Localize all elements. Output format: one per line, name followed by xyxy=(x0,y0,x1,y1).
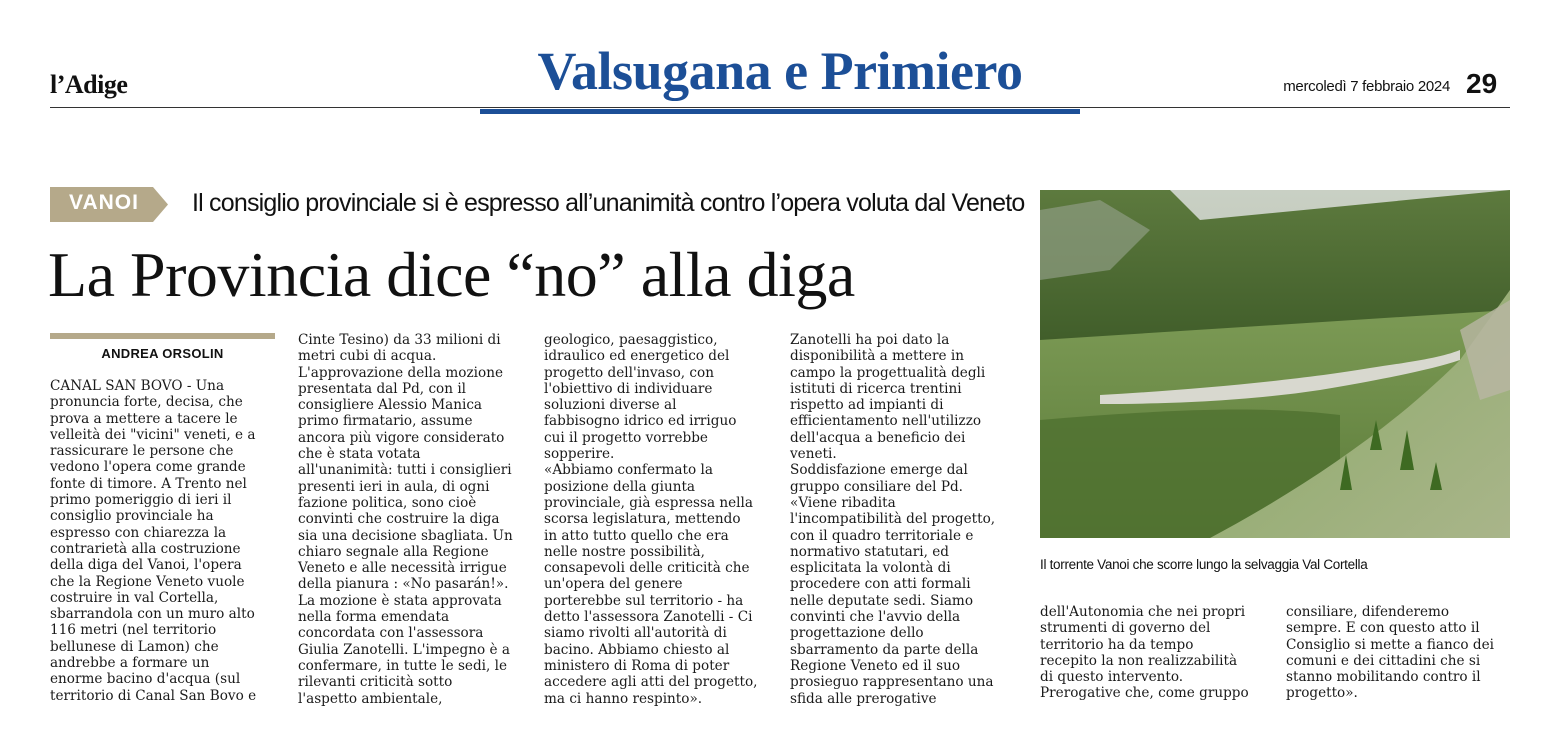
text-line: vedono l'opera come grande xyxy=(50,459,246,476)
text-line: procedere con atti formali xyxy=(790,576,971,593)
text-line: La mozione è stata approvata xyxy=(298,592,502,609)
text-line: presentata dal Pd, con il xyxy=(298,380,467,397)
header-divider xyxy=(50,107,1510,108)
text-line: «Viene ribadita xyxy=(790,494,896,511)
text-line: normativo statutari, ed xyxy=(790,543,949,560)
text-line: campo la progettualità degli xyxy=(790,364,986,381)
photo-caption: Il torrente Vanoi che scorre lungo la selvaggia Val Cortella xyxy=(1040,557,1368,572)
text-line: consigliere Alessio Manica xyxy=(298,397,483,414)
text-line: metri cubi di acqua. xyxy=(298,348,437,365)
text-line: sfida alle prerogative xyxy=(790,690,937,707)
text-line: in atto tutto quello che era xyxy=(544,527,729,544)
text-line: costruire in val Cortella, xyxy=(50,589,219,606)
text-line: nelle nostre possibilità, xyxy=(544,543,705,560)
text-line: l'aspetto ambientale, xyxy=(298,690,443,707)
text-line: presenti ieri in aula, di ogni xyxy=(298,478,490,495)
text-line: Zanotelli ha poi dato la xyxy=(790,332,950,348)
text-line: detto l'assessora Zanotelli - Ci xyxy=(544,609,753,626)
kicker-tag-label: VANOI xyxy=(69,191,139,214)
text-line: convinti che costruire la diga xyxy=(298,511,500,528)
text-line: sempre. E con questo atto il xyxy=(1286,620,1480,637)
headline: La Provincia dice “no” alla diga xyxy=(48,239,855,310)
text-line: Prerogative che, come gruppo xyxy=(1040,685,1249,702)
text-line: l'obiettivo di individuare xyxy=(544,380,713,397)
text-line: territorio ha da tempo xyxy=(1040,636,1194,653)
text-line: progetto dell'invaso, con xyxy=(544,364,714,381)
text-line: bellunese di Lamon) che xyxy=(50,638,219,655)
text-line: geologico, paesaggistico, xyxy=(544,332,718,348)
text-line: porterebbe sul territorio - ha xyxy=(544,592,744,609)
text-line: espresso con chiarezza la xyxy=(50,524,227,541)
text-line: comuni e dei cittadini che si xyxy=(1286,652,1481,669)
text-line: rispetto ad impianti di xyxy=(790,397,944,414)
text-line: ma ci hanno respinto». xyxy=(544,690,703,707)
text-line: all'unanimità: tutti i consiglieri xyxy=(298,462,512,479)
text-line: provinciale, già espressa nella xyxy=(544,494,753,511)
text-line: fabbisogno idrico ed irriguo xyxy=(544,413,737,430)
text-line: cui il progetto vorrebbe xyxy=(544,429,708,446)
text-line: ancora più vigore considerato xyxy=(298,429,505,446)
text-line: andrebbe a formare un xyxy=(50,655,210,672)
text-line: «Abbiamo confermato la xyxy=(544,462,713,479)
text-line: L'approvazione della mozione xyxy=(298,364,503,381)
text-line: Consiglio si mette a fianco dei xyxy=(1286,636,1495,653)
text-line: Regione Veneto ed il suo xyxy=(790,657,961,674)
text-line: rilevanti criticità sotto xyxy=(298,674,453,691)
article-column-6 xyxy=(1286,604,1511,702)
text-line: consiliare, difenderemo xyxy=(1286,604,1450,620)
text-line: l'incompatibilità del progetto, xyxy=(790,511,996,528)
article-column-2 xyxy=(298,332,523,707)
text-line: nella forma emendata xyxy=(298,609,450,626)
text-line: istituti di ricerca trentini xyxy=(790,380,962,397)
text-line: progetto». xyxy=(1286,685,1358,702)
article-column-5 xyxy=(1040,604,1265,702)
text-line: fonte di timore. A Trento nel xyxy=(50,475,247,492)
text-line: pronuncia forte, decisa, che xyxy=(50,394,243,411)
text-line: progettazione dello xyxy=(790,625,924,642)
text-line: con il quadro territoriale e xyxy=(790,527,974,544)
text-line: consapevoli delle criticità che xyxy=(544,560,750,577)
text-line: prosieguo rappresentano una xyxy=(790,674,994,691)
text-line: Cinte Tesino) da 33 milioni di xyxy=(298,332,501,348)
text-line: territorio di Canal San Bovo e xyxy=(50,687,257,704)
text-line: 116 metri (nel territorio xyxy=(50,622,217,639)
text-line: Soddisfazione emerge dal xyxy=(790,462,968,479)
text-line: gruppo consiliare del Pd. xyxy=(790,478,963,495)
text-line: fazione politica, sono cioè xyxy=(298,494,477,511)
text-line: che è stata votata xyxy=(298,446,421,463)
text-line: Giulia Zanotelli. L'impegno è a xyxy=(298,641,510,658)
text-line: stanno mobilitando contro il xyxy=(1286,669,1481,686)
text-line: della pianura : «No pasarán!». xyxy=(298,576,509,593)
text-line: nelle deputate sedi. Siamo xyxy=(790,592,974,609)
text-line: primo firmatario, assume xyxy=(298,413,473,430)
text-line: idraulico ed energetico del xyxy=(544,348,730,365)
text-line: velleità dei "vicini" veneti, e a xyxy=(50,426,256,443)
text-line: posizione della giunta xyxy=(544,478,696,495)
text-line: Veneto e alle necessità irrigue xyxy=(298,560,507,577)
text-line: primo pomeriggio di ieri il xyxy=(50,492,232,509)
text-line: scorsa legislatura, mettendo xyxy=(544,511,741,528)
text-line: che la Regione Veneto vuole xyxy=(50,573,245,590)
section-title: Valsugana e Primiero xyxy=(537,41,1023,101)
text-line: chiaro segnale alla Regione xyxy=(298,543,489,560)
text-line: rassicurare le persone che xyxy=(50,443,234,460)
text-line: CANAL SAN BOVO - Una xyxy=(50,378,225,394)
byline-rule xyxy=(50,333,275,339)
article-column-4 xyxy=(790,332,1018,707)
text-line: accedere agli atti del progetto, xyxy=(544,674,758,691)
text-line: convinti che l'avvio della xyxy=(790,609,961,626)
text-line: sbarramento da parte della xyxy=(790,641,979,658)
text-line: ministero di Roma di poter xyxy=(544,657,730,674)
text-line: dell'acqua a beneficio dei xyxy=(790,429,966,446)
text-line: efficientamento nell'utilizzo xyxy=(790,413,982,430)
text-line: di questo intervento. xyxy=(1040,669,1184,686)
text-line: confermare, in tutte le sedi, le xyxy=(298,657,508,674)
section-accent-bar xyxy=(480,109,1080,114)
text-line: esplicitata la volontà di xyxy=(790,560,951,577)
article-column-3 xyxy=(544,332,770,707)
text-line: enorme bacino d'acqua (sul xyxy=(50,671,241,688)
text-line: sia una decisione sbagliata. Un xyxy=(298,527,513,544)
text-line: della diga del Vanoi, l'opera xyxy=(50,557,242,574)
text-line: concordata con l'assessora xyxy=(298,625,484,642)
text-line: recepito la non realizzabilità xyxy=(1040,652,1238,669)
text-line: un'opera del genere xyxy=(544,576,683,593)
publication-date: mercoledì 7 febbraio 2024 xyxy=(1283,78,1450,95)
article-column-1 xyxy=(50,378,278,704)
text-line: sbarrandola con un muro alto xyxy=(50,606,255,623)
text-line: strumenti di governo del xyxy=(1040,620,1211,637)
byline: ANDREA ORSOLIN xyxy=(101,346,224,361)
text-line: bacino. Abbiamo chiesto al xyxy=(544,641,730,658)
text-line: disponibilità a mettere in xyxy=(790,348,964,365)
masthead: l’Adige xyxy=(50,70,128,99)
text-line: consiglio provinciale ha xyxy=(50,508,214,525)
text-line: contrarietà alla costruzione xyxy=(50,540,241,557)
text-line: siamo rivolti all'autorità di xyxy=(544,625,727,642)
article-photo xyxy=(1040,190,1510,538)
text-line: dell'Autonomia che nei propri xyxy=(1040,604,1246,620)
text-line: sopperire. xyxy=(544,446,615,463)
text-line: veneti. xyxy=(790,446,837,463)
page-number: 29 xyxy=(1466,68,1498,99)
text-line: soluzioni diverse al xyxy=(544,397,677,414)
kicker-text: Il consiglio provinciale si è espresso all’unanimità contro l’opera voluta dal Veneto xyxy=(192,189,1025,217)
text-line: prova a mettere a tacere le xyxy=(50,410,238,427)
